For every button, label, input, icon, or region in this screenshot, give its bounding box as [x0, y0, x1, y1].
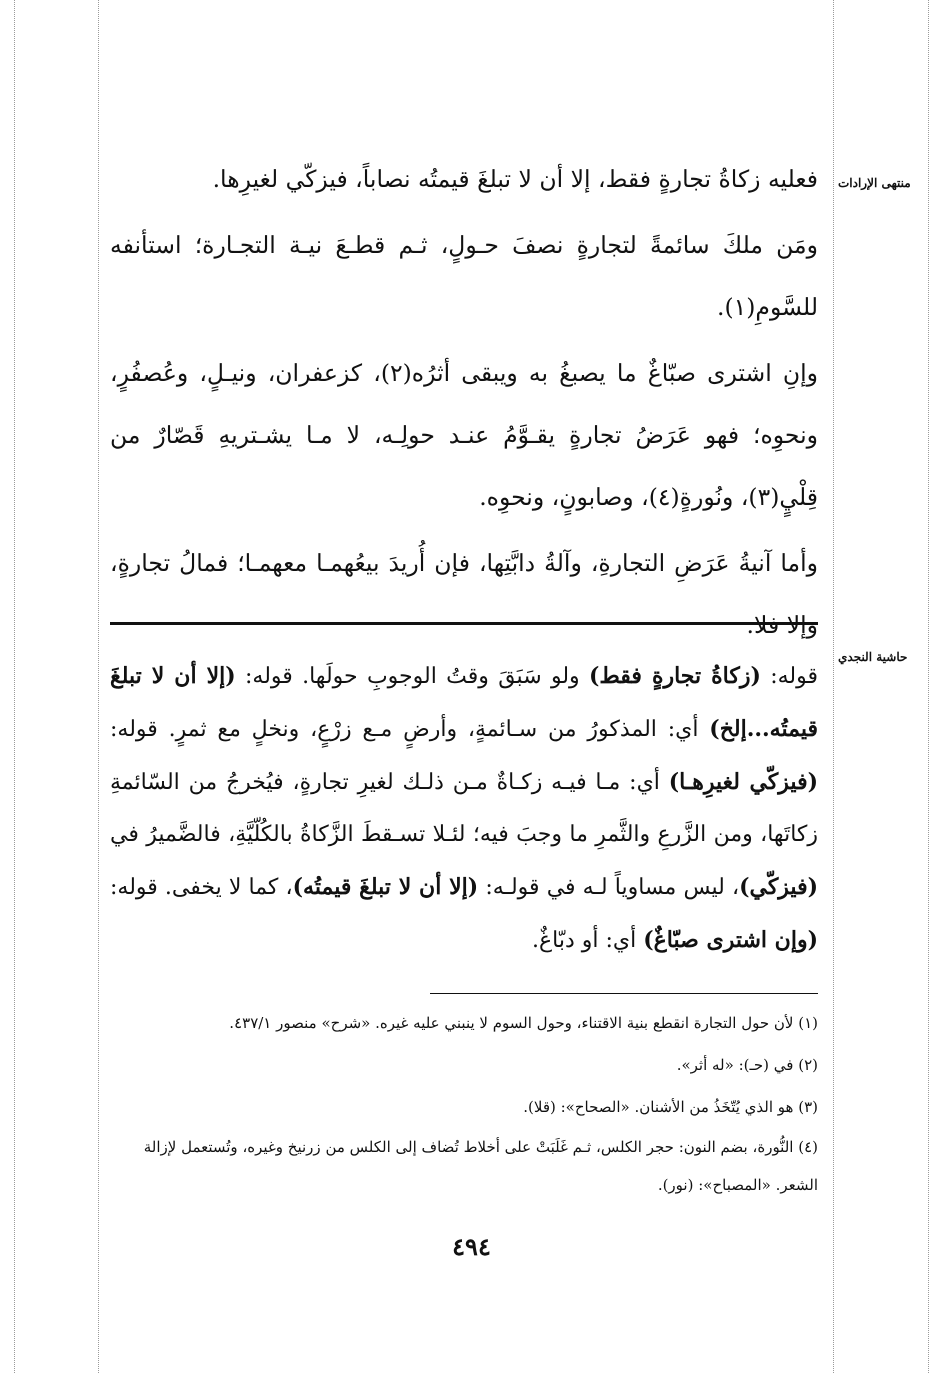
main-paragraph: ومَن ملكَ سائمةً لتجارةٍ نصفَ حـولٍ، ثـم قطـعَ نيـة التجـارة؛ استأنفه للسَّومِ(١).: [110, 231, 818, 321]
quoted-phrase: (إلا أن لا تبلغَ قيمتُه): [292, 874, 479, 900]
scan-border-line: [14, 0, 15, 1373]
commentary-run: ، ليس مساوياً لـه في قولـه:: [485, 875, 740, 900]
quoted-phrase: (فيزكّي): [739, 874, 819, 900]
scan-border-line: [928, 0, 929, 1373]
footnote-divider: [430, 993, 818, 994]
scan-border-line: [98, 0, 99, 1373]
footnote: (١) لأن حول التجارة انقطع بنية الاقتناء، وحول السوم لا ينبني عليه غيره. «شرح» منصور ٤٣٧/١.: [229, 1014, 818, 1032]
commentary-run: ، كما لا يخفى. قوله:: [110, 875, 293, 900]
quoted-phrase: (إلا أن لا تبلغَ قيمتُه...إلخ): [110, 663, 818, 742]
footnote: (٣) هو الذي يُتّخَذُ من الأشنان. «الصحاح»: (قلا).: [523, 1098, 818, 1116]
commentary-run: ولو سَبَقَ وقتُ الوجوبِ حولَها. قوله:: [244, 664, 580, 689]
commentary-paragraph: [110, 650, 818, 967]
quoted-phrase: (وإن اشترى صبّاغٌ): [643, 927, 818, 953]
commentary-run: أي: مـا فيـه زكـاةٌ مـن ذلـك لغيرِ تجارةٍ، فيُخرجُ من السّائمةِ زكاتَها، ومن الزَّرعِ والثَّمرِ ما وجبَ فيه؛ لئـلا تسـقطَ الزَّكاةُ بالكُلّيَّةِ، فالضَّميرُ في: [110, 770, 818, 847]
commentary-run: قوله:: [770, 664, 819, 689]
margin-label-commentary: حاشية النجدي: [838, 650, 908, 664]
main-paragraph: وأما آنيةُ عَرَضِ التجارةِ، وآلةُ دابَّتِها، فإن أُريدَ بيعُهمـا معهمـا؛ فمالُ تجارةٍ، وإلا فلا.: [110, 549, 818, 639]
page-number: ٤٩٤: [452, 1232, 491, 1261]
footnote: (٤) النُّورة، بضم النون: حجر الكلس، ثـم غَلَبَتْ على أخلاط تُضاف إلى الكلس من زرنيخ وغيره، وتُستعمل لإزالة الشعر. «المصباح»: (نور).: [143, 1138, 818, 1194]
quoted-phrase: (زكاةُ تجارةٍ فقط): [589, 663, 761, 689]
main-paragraph: فعليه زكاةُ تجارةٍ فقط، إلا أن لا تبلغَ قيمتُه نصاباً، فيزكّي لغيرِها.: [212, 165, 818, 193]
commentary-text: [110, 650, 818, 967]
footnote: (٢) في (حـ): «له أثر».: [676, 1056, 818, 1074]
main-text: [110, 148, 818, 660]
main-paragraph: وإنِ اشترى صبّاغٌ ما يصبغُ به ويبقى أثرُه(٢)، كزعفران، ونيـلٍ، وعُصفُرٍ، ونحوِه؛ فهو عَرَضُ تجارةٍ يقـوَّمُ عنـد حولِـه، لا مـا يشـتريهِ قَصّارٌ من قِلْيٍ(٣)، ونُورةٍ(٤)، وصابونٍ، ونحوِه.: [110, 359, 819, 511]
section-divider: [110, 622, 818, 625]
scan-border-line: [833, 0, 834, 1373]
margin-label-main: منتهى الإرادات: [838, 176, 911, 190]
footnotes: [110, 1002, 818, 1204]
commentary-run: أي: أو دبّاغٌ.: [532, 928, 637, 953]
commentary-run: أي: المذكورُ من سـائمةٍ، وأرضٍ مـع زرْعٍ، ونخلٍ مع ثمرٍ. قوله:: [110, 717, 699, 742]
quoted-phrase: (فيزكّي لغيرِهـا): [668, 769, 818, 795]
